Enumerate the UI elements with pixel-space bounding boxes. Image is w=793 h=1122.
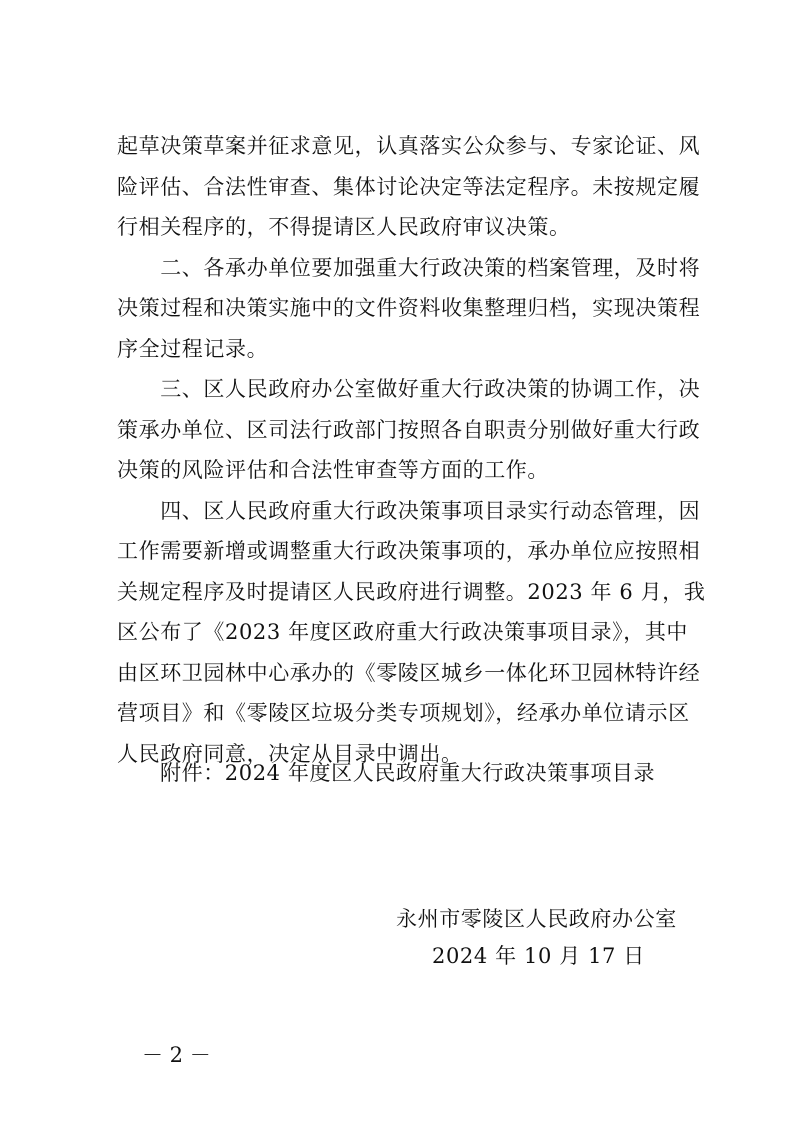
paragraph-4-line-6: 营项目》和《零陵区垃圾分类专项规划》，经承办单位请示区: [117, 701, 690, 725]
paragraph-4-line-1: 四、区人民政府重大行政决策事项目录实行动态管理，因: [117, 498, 701, 523]
paragraph-2-line-2: 决策过程和决策实施中的文件资料收集整理归档，实现决策程: [117, 296, 701, 320]
paragraph-4-line-4: 区公布了《2023 年度区政府重大行政决策事项目录》，其中: [117, 620, 689, 644]
paragraph-1-line-3: 行相关程序的，不得提请区人民政府审议决策。: [117, 215, 571, 239]
paragraph-4-line-2: 工作需要新增或调整重大行政决策事项的，承办单位应按照相: [117, 539, 701, 563]
paragraph-3-line-3: 决策的风险评估和合法性审查等方面的工作。: [117, 458, 549, 482]
paragraph-4-line-7: 人民政府同意，决定从目录中调出。: [117, 741, 463, 766]
paragraph-3-line-1: 三、区人民政府办公室做好重大行政决策的协调工作，决: [117, 377, 701, 401]
document-body: [117, 126, 706, 774]
attachment-note: 附件：2024 年度区人民政府重大行政决策事项目录: [160, 761, 656, 785]
page-number: － 2 －: [142, 1043, 211, 1067]
issue-date: 2024 年 10 月 17 日: [432, 944, 645, 968]
paragraph-1-line-1: 起草决策草案并征求意见，认真落实公众参与、专家论证、风: [117, 134, 701, 158]
paragraph-1-line-2: 险评估、合法性审查、集体讨论决定等法定程序。未按规定履: [117, 174, 701, 199]
paragraph-4-line-5: 由区环卫园林中心承办的《零陵区城乡一体化环卫园林特许经: [117, 660, 701, 685]
paragraph-3-line-2: 策承办单位、区司法行政部门按照各自职责分别做好重大行政: [117, 417, 701, 442]
issuing-office: 永州市零陵区人民政府办公室: [396, 907, 677, 931]
paragraph-2-line-1: 二、各承办单位要加强重大行政决策的档案管理，及时将: [117, 255, 701, 280]
paragraph-4-line-3: 关规定程序及时提请区人民政府进行调整。2023 年 6 月，我: [117, 579, 706, 604]
paragraph-2-line-3: 序全过程记录。: [117, 336, 269, 361]
